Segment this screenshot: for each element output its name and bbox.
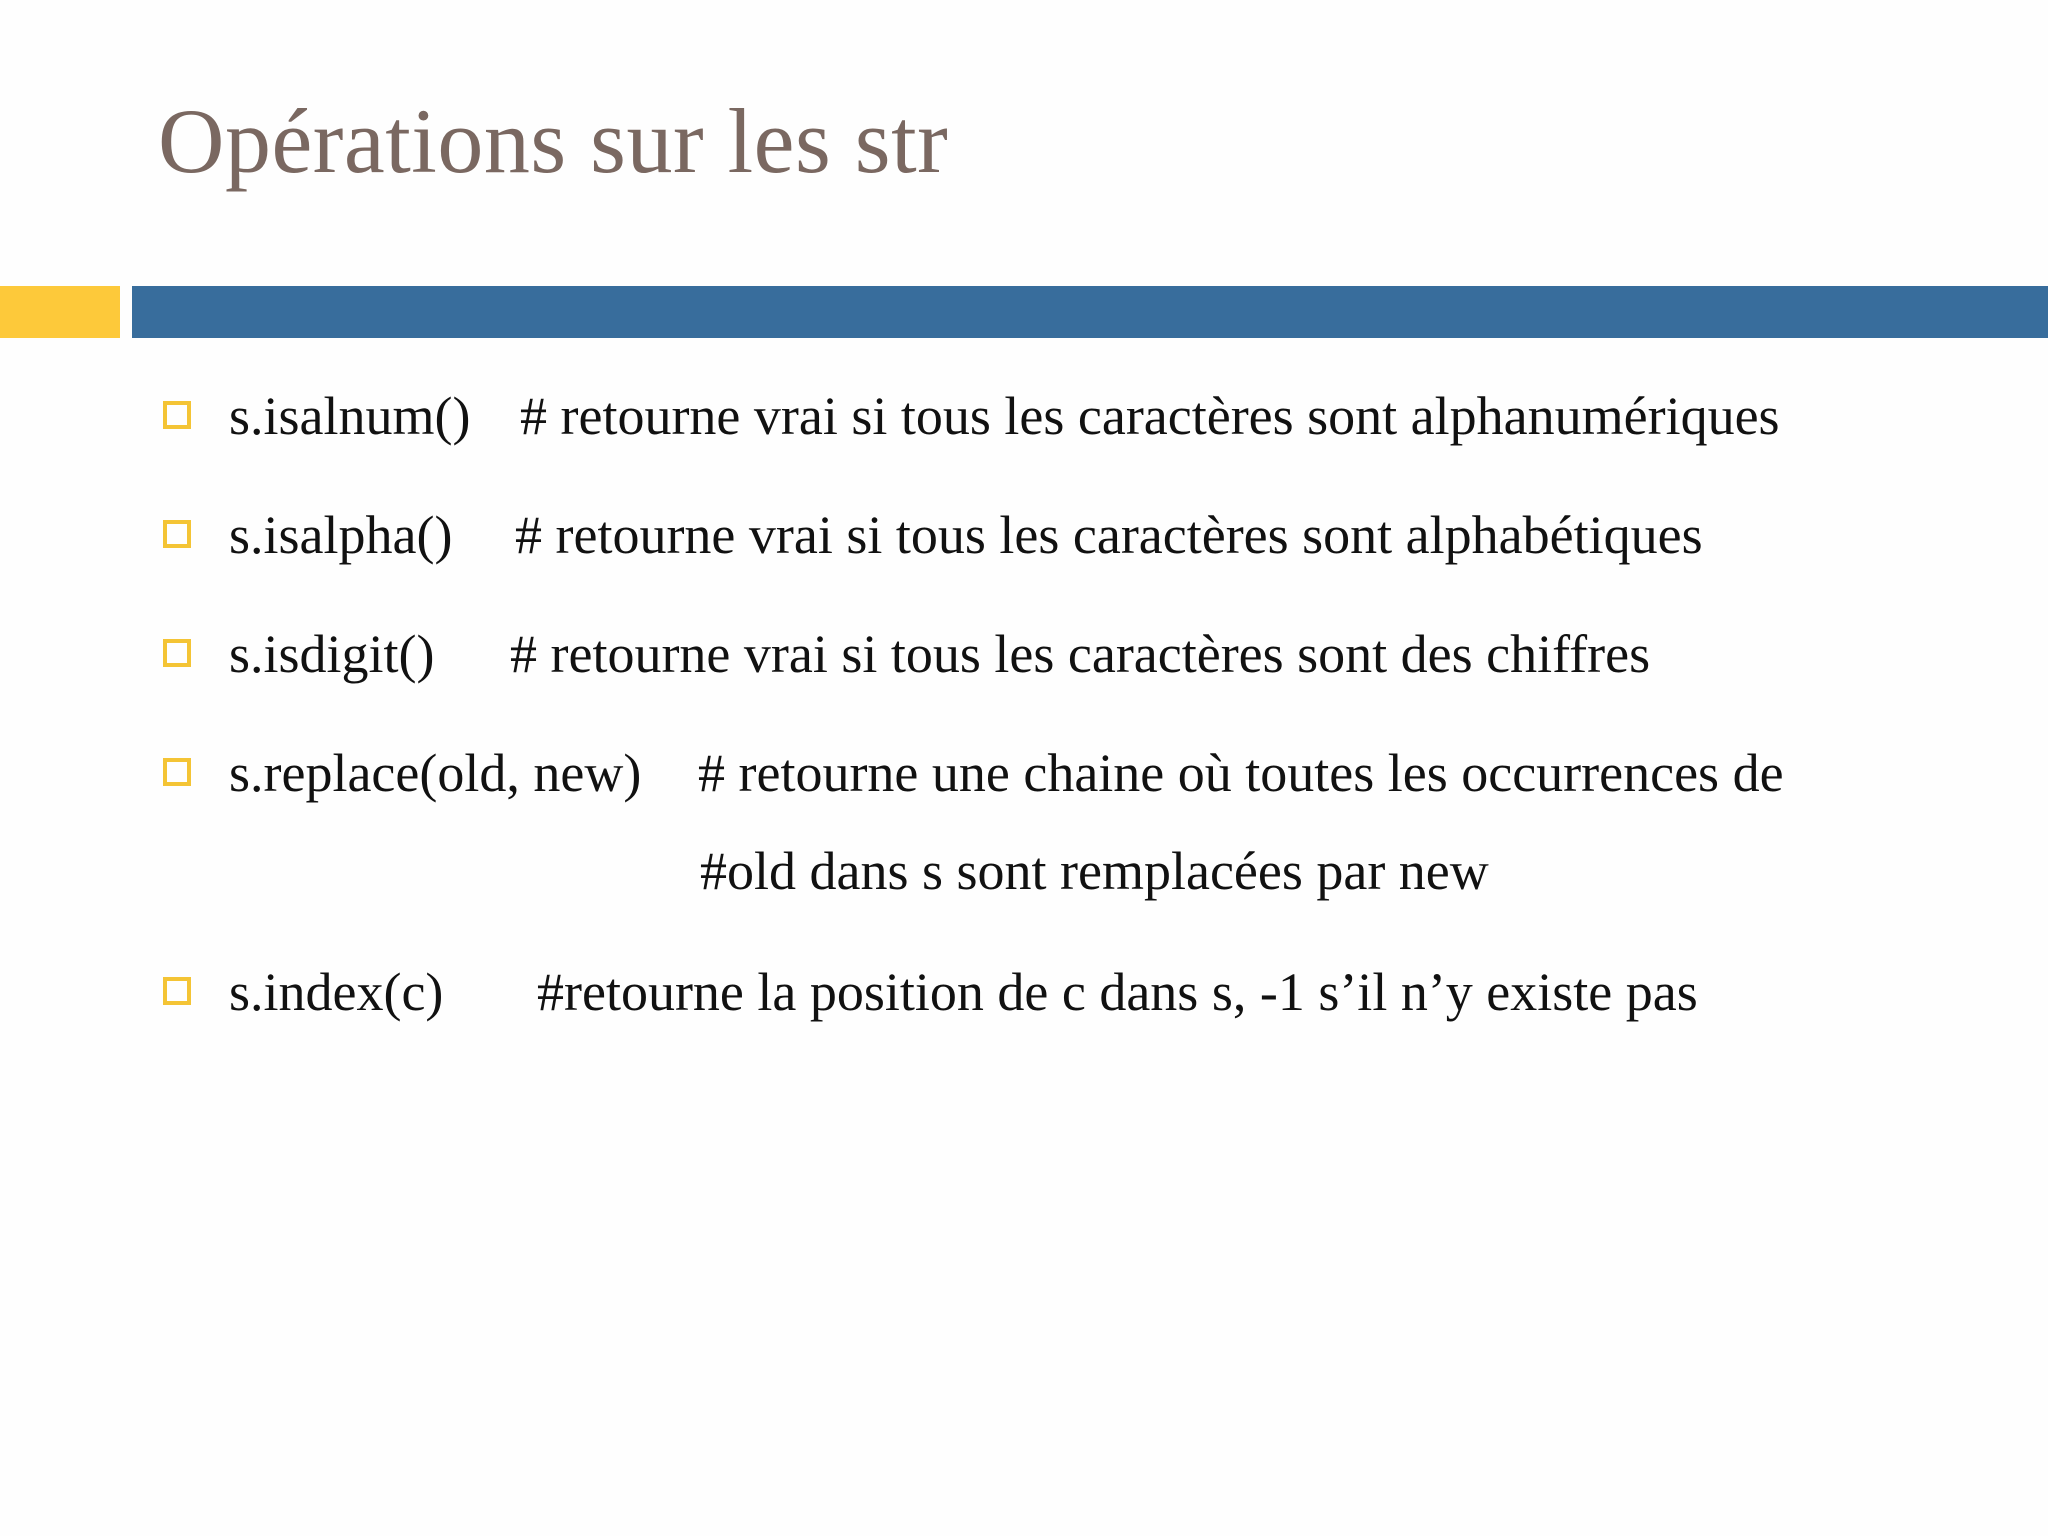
bullet-comment-continuation: #old dans s sont remplacées par new <box>700 841 1489 901</box>
bullet-comment: # retourne vrai si tous les caractères sont alphabétiques <box>515 505 1703 565</box>
square-bullet-icon <box>163 401 191 429</box>
bullet-item-isalpha <box>0 502 2048 572</box>
bullet-code: s.isdigit() <box>229 624 435 684</box>
bullet-item-index <box>0 959 2048 1029</box>
bullet-comment: # retourne vrai si tous les caractères sont des chiffres <box>510 624 1651 684</box>
bullet-item-replace <box>0 740 2048 910</box>
bullet-code: s.replace(old, new) <box>229 743 642 803</box>
bullet-code: s.isalpha() <box>229 505 453 565</box>
bullet-code: s.isalnum() <box>229 386 471 446</box>
slide-title: Opérations sur les str <box>158 90 949 192</box>
square-bullet-icon <box>163 520 191 548</box>
bullet-code: s.index(c) <box>229 962 444 1022</box>
bullet-comment: #retourne la position de c dans s, -1 s’il n’y existe pas <box>537 962 1698 1022</box>
square-bullet-icon <box>163 758 191 786</box>
bullet-comment: # retourne vrai si tous les caractères sont alphanumériques <box>520 386 1780 446</box>
bullet-comment: # retourne une chaine où toutes les occurrences de <box>698 743 1784 803</box>
square-bullet-icon <box>163 639 191 667</box>
square-bullet-icon <box>163 977 191 1005</box>
bullet-item-isalnum <box>0 383 2048 453</box>
bullet-item-isdigit <box>0 621 2048 691</box>
